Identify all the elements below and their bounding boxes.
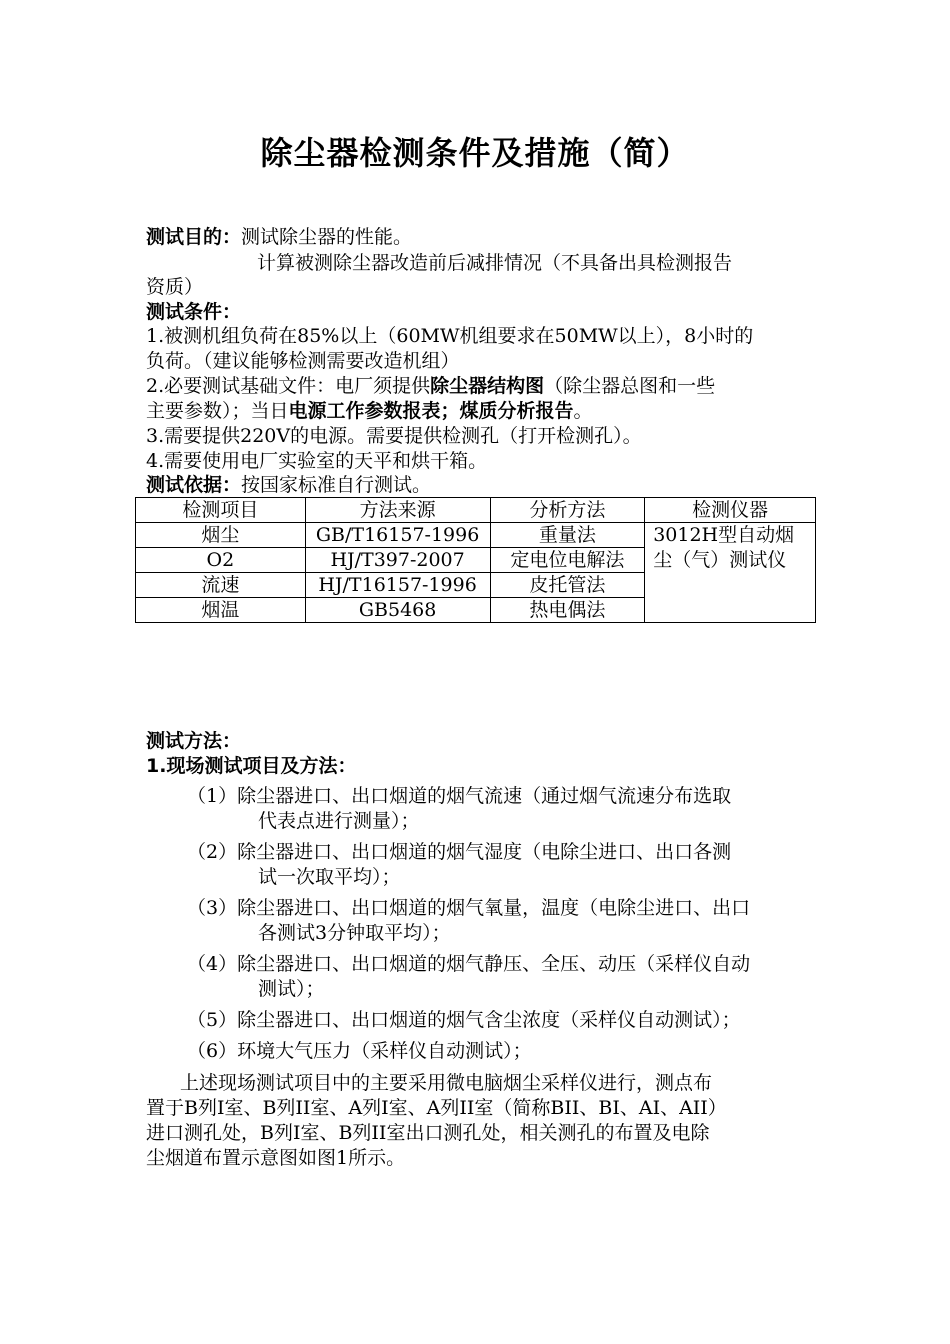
method-heading: 测试方法：	[146, 730, 242, 752]
purpose-text-1: 测试除尘器的性能。	[241, 226, 413, 248]
conditions-colon: ：	[222, 301, 242, 323]
condition-2b-bold: 电源工作参数报表；煤质分析报告	[288, 400, 574, 422]
instrument-cell	[645, 523, 816, 623]
method-item-1b: 代表点进行测量）；	[258, 810, 420, 832]
method-item-6: （6）环境大气压力（采样仪自动测试）；	[187, 1040, 532, 1062]
condition-1a: 1.被测机组负荷在85%以上（60MW机组要求在50MW以上），8小时的	[146, 325, 754, 347]
method-item-4b: 测试）；	[258, 978, 325, 1000]
condition-2a-post: （除尘器总图和一些	[544, 375, 716, 397]
purpose-text-3: 资质）	[146, 276, 204, 298]
condition-2a	[146, 374, 810, 398]
header-cell: 方法来源	[305, 498, 490, 523]
method-paragraph-2: 置于B列Ⅰ室、B列II室、A列Ⅰ室、A列II室（简称BII、BI、AI、AII）	[146, 1097, 727, 1119]
condition-3: 3.需要提供220V的电源。需要提供检测孔（打开检测孔）。	[146, 425, 642, 447]
instrument-line-1: 3012H型自动烟	[653, 524, 795, 546]
method-item-1a: （1）除尘器进口、出口烟道的烟气流速（通过烟气流速分布选取	[187, 785, 732, 807]
condition-1b: 负荷。（建议能够检测需要改造机组）	[146, 350, 460, 372]
method-subheading: 1.现场测试项目及方法：	[146, 755, 357, 777]
purpose-label: 测试目的	[146, 226, 223, 248]
method-paragraph-1: 上述现场测试项目中的主要采用微电脑烟尘采样仪进行，测点布	[180, 1072, 713, 1094]
basis-colon: ：	[222, 474, 242, 496]
table-cell: 热电偶法	[490, 598, 645, 623]
header-cell: 检测仪器	[645, 498, 816, 523]
table-cell: 烟温	[136, 598, 306, 623]
method-paragraph-4: 尘烟道布置示意图如图1所示。	[146, 1147, 406, 1169]
table-cell: 重量法	[490, 523, 645, 548]
method-item-4a: （4）除尘器进口、出口烟道的烟气静压、全压、动压（采样仪自动	[187, 953, 751, 975]
table-cell: 流速	[136, 573, 306, 598]
method-item-3a: （3）除尘器进口、出口烟道的烟气氧量，温度（电除尘进口、出口	[187, 897, 751, 919]
method-item-2b: 试一次取平均）；	[258, 866, 401, 888]
conditions-heading	[146, 300, 810, 324]
condition-2a-bold: 除尘器结构图	[430, 375, 545, 397]
table-cell: 烟尘	[136, 523, 306, 548]
condition-2b-post: 。	[573, 400, 593, 422]
method-item-5: （5）除尘器进口、出口烟道的烟气含尘浓度（采样仪自动测试）；	[187, 1009, 741, 1031]
table-cell: O2	[136, 548, 306, 573]
header-cell: 分析方法	[490, 498, 645, 523]
condition-2a-pre: 2.必要测试基础文件：电厂须提供	[146, 375, 431, 397]
header-cell: 检测项目	[136, 498, 306, 523]
purpose-line-1	[146, 225, 810, 249]
method-paragraph-3: 进口测孔处，B列Ⅰ室、B列II室出口测孔处，相关测孔的布置及电除	[146, 1122, 710, 1144]
purpose-text-2: 计算被测除尘器改造前后减排情况（不具备出具检测报告	[257, 252, 733, 274]
table-cell: HJ/T397-2007	[305, 548, 490, 573]
table-cell: GB/T16157-1996	[305, 523, 490, 548]
table-cell: GB5468	[305, 598, 490, 623]
table-cell: HJ/T16157-1996	[305, 573, 490, 598]
test-items-table	[135, 497, 816, 623]
table-cell: 皮托管法	[490, 573, 645, 598]
table-cell: 定电位电解法	[490, 548, 645, 573]
method-item-2a: （2）除尘器进口、出口烟道的烟气湿度（电除尘进口、出口各测	[187, 841, 732, 863]
condition-2b-pre: 主要参数）；当日	[146, 400, 289, 422]
condition-2b	[146, 399, 810, 423]
instrument-line-2: 尘（气）测试仪	[653, 549, 787, 571]
table-header-row	[136, 498, 816, 523]
basis-text: 按国家标准自行测试。	[241, 474, 432, 496]
method-item-3b: 各测试3分钟取平均）；	[258, 922, 451, 944]
purpose-colon: ：	[222, 226, 242, 248]
table-row	[136, 523, 816, 548]
basis-label: 测试依据	[146, 474, 223, 496]
conditions-label: 测试条件	[146, 301, 223, 323]
document-title: 除尘器检测条件及措施（简）	[260, 134, 690, 172]
basis-line	[146, 473, 810, 497]
condition-4: 4.需要使用电厂实验室的天平和烘干箱。	[146, 450, 488, 472]
